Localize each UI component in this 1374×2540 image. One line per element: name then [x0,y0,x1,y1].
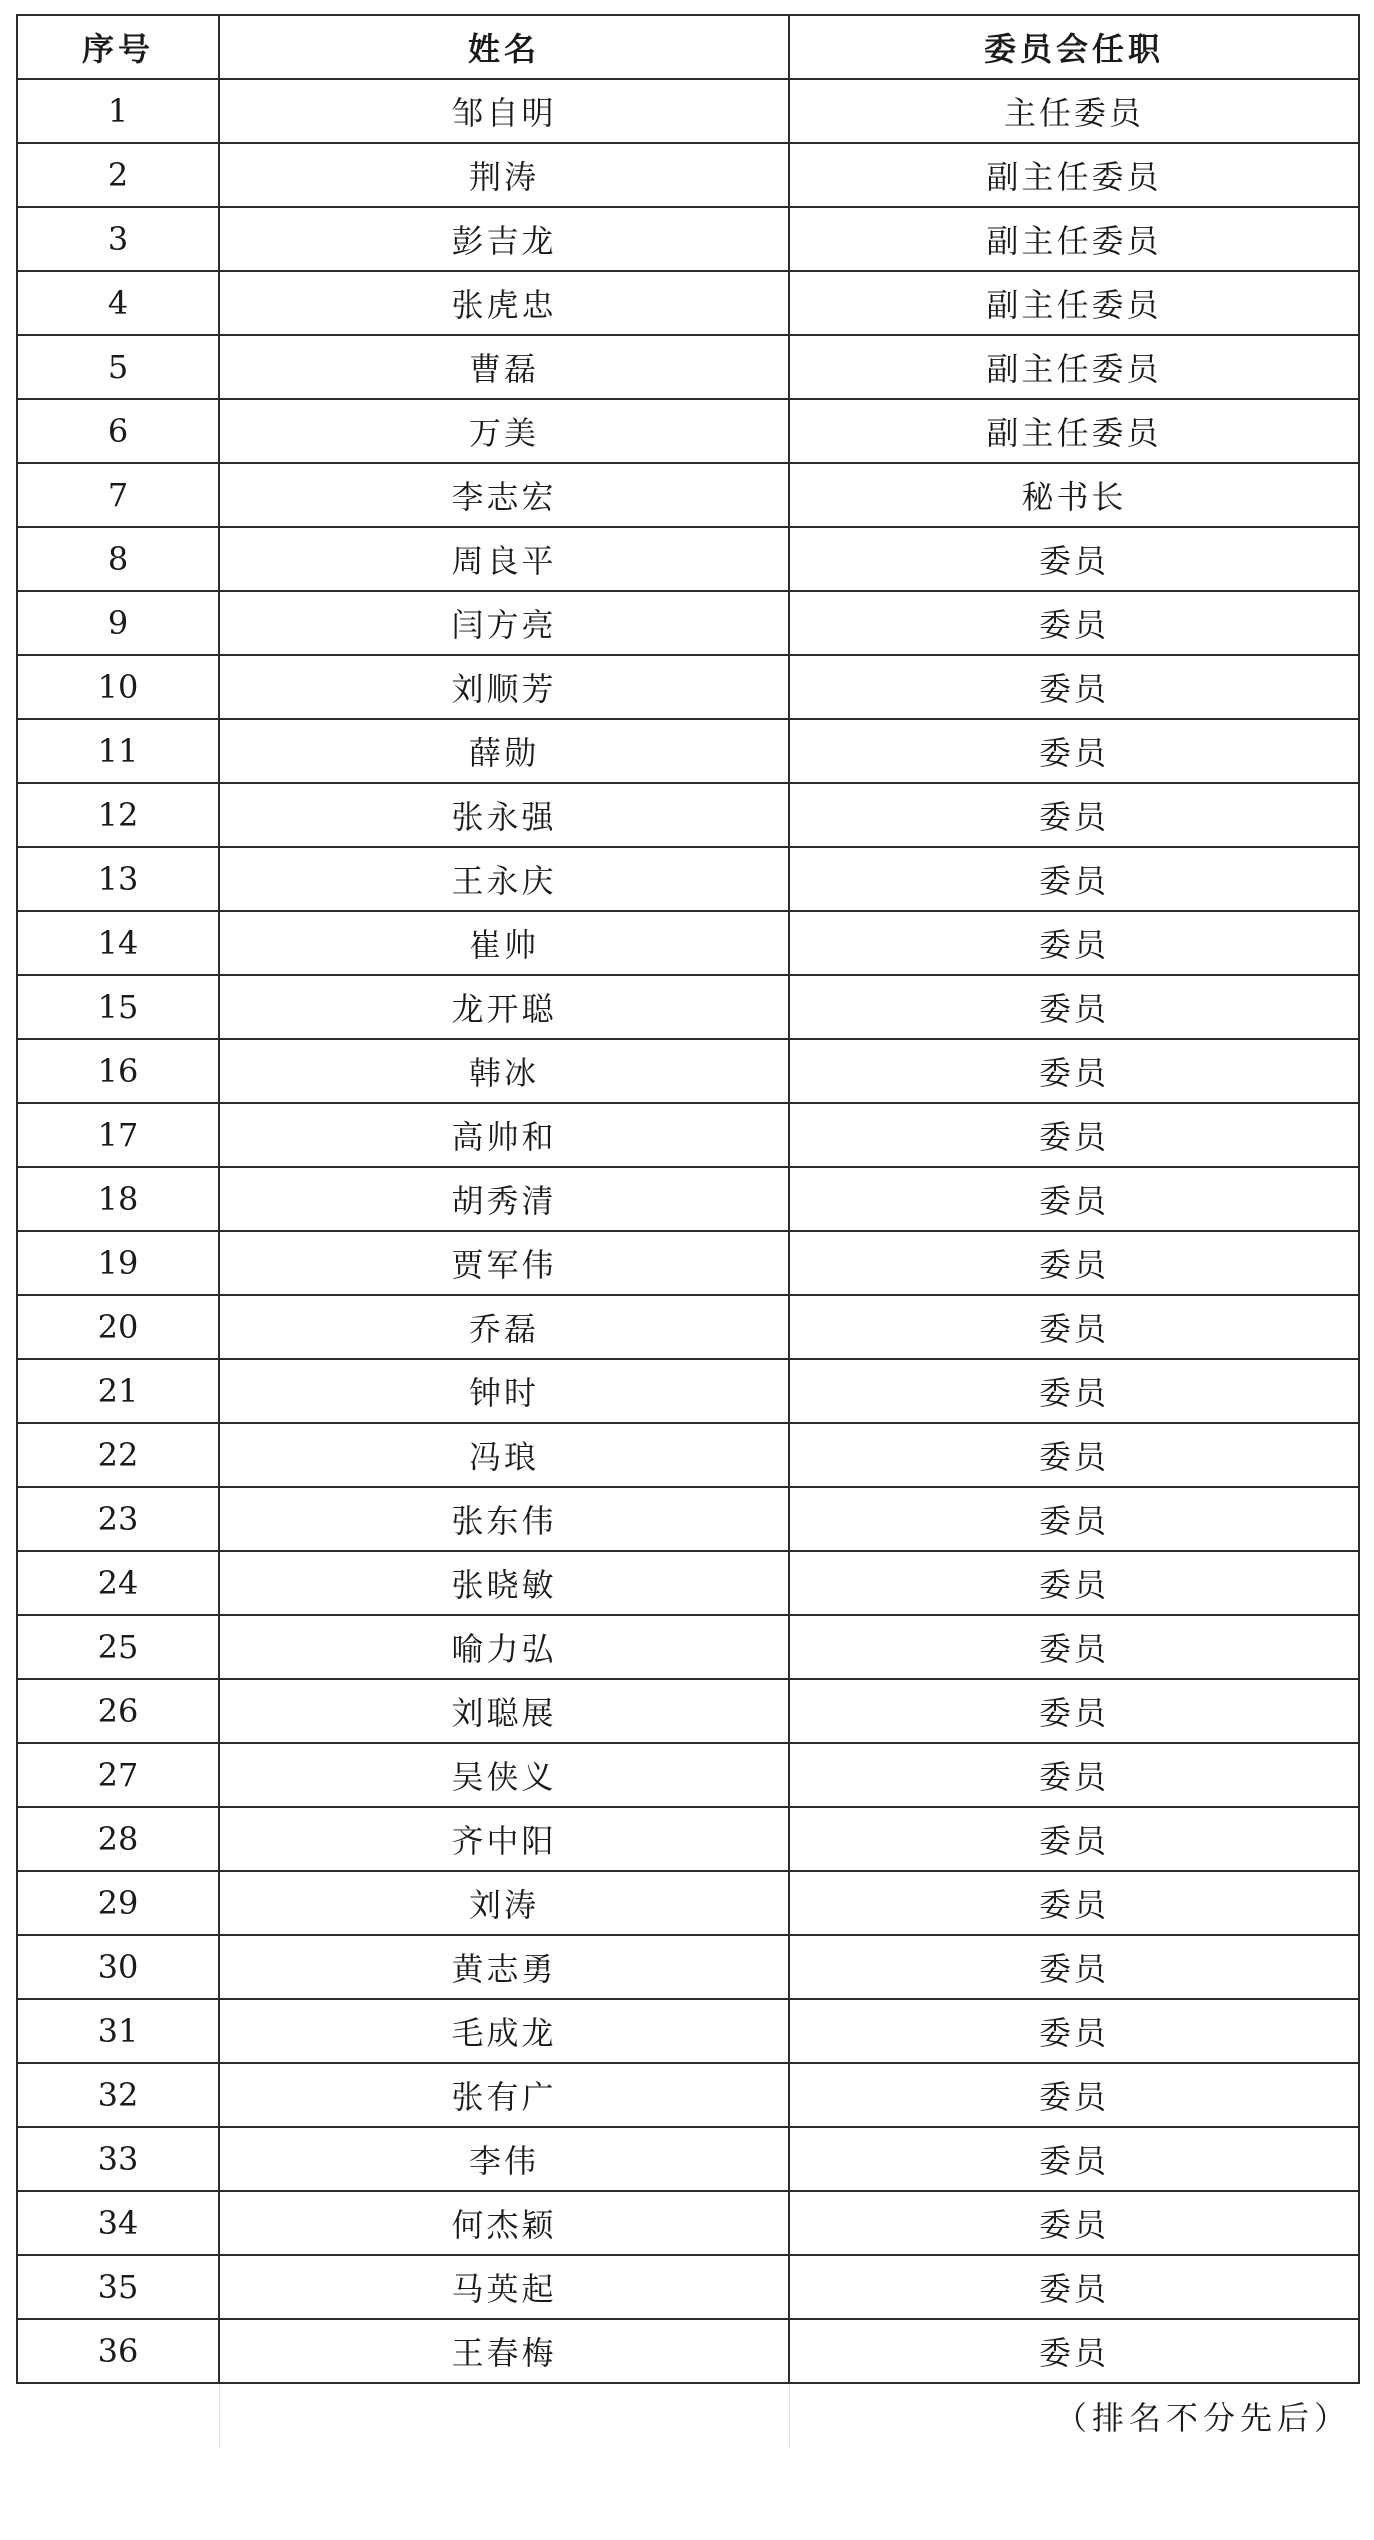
table-row [17,399,1359,463]
header-serial-number: 序号 [17,15,219,79]
serial-number-cell: 32 [17,2063,219,2127]
table-row [17,591,1359,655]
table-row [17,271,1359,335]
serial-number-cell: 28 [17,1807,219,1871]
committee-role-cell: 委员 [789,911,1359,975]
note-row [17,2383,1359,2448]
serial-number-cell: 26 [17,1679,219,1743]
serial-number-cell: 15 [17,975,219,1039]
member-name-cell: 冯琅 [219,1423,789,1487]
serial-number-cell: 29 [17,1871,219,1935]
table-row [17,847,1359,911]
table-row [17,1999,1359,2063]
committee-role-cell: 委员 [789,1551,1359,1615]
member-name-cell: 邹自明 [219,79,789,143]
committee-role-cell: 副主任委员 [789,207,1359,271]
committee-role-cell: 委员 [789,2127,1359,2191]
member-name-cell: 李伟 [219,2127,789,2191]
serial-number-cell: 11 [17,719,219,783]
committee-role-cell: 秘书长 [789,463,1359,527]
member-name-cell: 王春梅 [219,2319,789,2383]
serial-number-cell: 33 [17,2127,219,2191]
table-row [17,1039,1359,1103]
table-row [17,2255,1359,2319]
table-row [17,463,1359,527]
member-list-sheet [16,14,1358,2448]
serial-number-cell: 10 [17,655,219,719]
serial-number-cell: 6 [17,399,219,463]
member-name-cell: 薛勋 [219,719,789,783]
serial-number-cell: 31 [17,1999,219,2063]
table-row [17,1487,1359,1551]
note-spacer-cell [219,2383,789,2448]
committee-role-cell: 委员 [789,2063,1359,2127]
table-row [17,1551,1359,1615]
member-name-cell: 崔帅 [219,911,789,975]
serial-number-cell: 35 [17,2255,219,2319]
table-row [17,1679,1359,1743]
serial-number-cell: 8 [17,527,219,591]
member-name-cell: 彭吉龙 [219,207,789,271]
committee-role-cell: 委员 [789,719,1359,783]
member-name-cell: 荆涛 [219,143,789,207]
serial-number-cell: 9 [17,591,219,655]
committee-role-cell: 委员 [789,2255,1359,2319]
table-row [17,719,1359,783]
serial-number-cell: 23 [17,1487,219,1551]
table-row [17,335,1359,399]
serial-number-cell: 34 [17,2191,219,2255]
member-name-cell: 高帅和 [219,1103,789,1167]
serial-number-cell: 22 [17,1423,219,1487]
table-row [17,655,1359,719]
serial-number-cell: 16 [17,1039,219,1103]
table-row [17,911,1359,975]
table-row [17,207,1359,271]
serial-number-cell: 19 [17,1231,219,1295]
committee-role-cell: 委员 [789,591,1359,655]
table-row [17,1231,1359,1295]
header-committee-role: 委员会任职 [789,15,1359,79]
serial-number-cell: 17 [17,1103,219,1167]
serial-number-cell: 1 [17,79,219,143]
member-name-cell: 钟时 [219,1359,789,1423]
committee-role-cell: 委员 [789,1231,1359,1295]
committee-role-cell: 委员 [789,1807,1359,1871]
committee-role-cell: 委员 [789,1935,1359,1999]
table-row [17,1423,1359,1487]
serial-number-cell: 25 [17,1615,219,1679]
serial-number-cell: 36 [17,2319,219,2383]
table-row [17,1615,1359,1679]
table-row [17,1871,1359,1935]
member-name-cell: 毛成龙 [219,1999,789,2063]
member-name-cell: 乔磊 [219,1295,789,1359]
committee-role-cell: 副主任委员 [789,271,1359,335]
serial-number-cell: 12 [17,783,219,847]
committee-role-cell: 副主任委员 [789,335,1359,399]
table-row [17,2191,1359,2255]
serial-number-cell: 30 [17,1935,219,1999]
committee-role-cell: 委员 [789,1359,1359,1423]
member-name-cell: 黄志勇 [219,1935,789,1999]
member-name-cell: 刘涛 [219,1871,789,1935]
member-name-cell: 马英起 [219,2255,789,2319]
committee-member-table [16,14,1360,2448]
committee-role-cell: 委员 [789,1423,1359,1487]
committee-role-cell: 委员 [789,783,1359,847]
member-name-cell: 何杰颖 [219,2191,789,2255]
serial-number-cell: 3 [17,207,219,271]
table-row [17,143,1359,207]
member-rows [17,79,1359,2383]
table-header-row [17,15,1359,79]
member-name-cell: 李志宏 [219,463,789,527]
header-name: 姓名 [219,15,789,79]
note-spacer-cell [17,2383,219,2448]
committee-role-cell: 委员 [789,975,1359,1039]
committee-role-cell: 委员 [789,527,1359,591]
table-row [17,79,1359,143]
member-name-cell: 韩冰 [219,1039,789,1103]
table-row [17,1935,1359,1999]
member-name-cell: 万美 [219,399,789,463]
committee-role-cell: 委员 [789,2191,1359,2255]
serial-number-cell: 2 [17,143,219,207]
member-name-cell: 闫方亮 [219,591,789,655]
serial-number-cell: 27 [17,1743,219,1807]
serial-number-cell: 24 [17,1551,219,1615]
member-name-cell: 张虎忠 [219,271,789,335]
committee-role-cell: 委员 [789,655,1359,719]
committee-role-cell: 副主任委员 [789,399,1359,463]
committee-role-cell: 委员 [789,1679,1359,1743]
serial-number-cell: 20 [17,1295,219,1359]
table-row [17,1295,1359,1359]
serial-number-cell: 14 [17,911,219,975]
committee-role-cell: 委员 [789,1167,1359,1231]
member-name-cell: 刘聪展 [219,1679,789,1743]
serial-number-cell: 5 [17,335,219,399]
committee-role-cell: 委员 [789,1743,1359,1807]
table-row [17,527,1359,591]
member-name-cell: 龙开聪 [219,975,789,1039]
table-row [17,2127,1359,2191]
committee-role-cell: 委员 [789,1999,1359,2063]
committee-role-cell: 委员 [789,1295,1359,1359]
member-name-cell: 胡秀清 [219,1167,789,1231]
member-name-cell: 曹磊 [219,335,789,399]
member-name-cell: 齐中阳 [219,1807,789,1871]
serial-number-cell: 18 [17,1167,219,1231]
table-row [17,1743,1359,1807]
serial-number-cell: 13 [17,847,219,911]
table-row [17,1359,1359,1423]
table-row [17,2319,1359,2383]
table-row [17,1167,1359,1231]
committee-role-cell: 委员 [789,1039,1359,1103]
serial-number-cell: 7 [17,463,219,527]
ranking-note: （排名不分先后） [789,2383,1359,2448]
committee-role-cell: 委员 [789,847,1359,911]
table-row [17,1807,1359,1871]
table-row [17,1103,1359,1167]
serial-number-cell: 4 [17,271,219,335]
committee-role-cell: 委员 [789,2319,1359,2383]
committee-role-cell: 委员 [789,1615,1359,1679]
committee-role-cell: 委员 [789,1487,1359,1551]
member-name-cell: 吴侠义 [219,1743,789,1807]
committee-role-cell: 委员 [789,1871,1359,1935]
committee-role-cell: 副主任委员 [789,143,1359,207]
member-name-cell: 张有广 [219,2063,789,2127]
member-name-cell: 刘顺芳 [219,655,789,719]
table-row [17,2063,1359,2127]
table-row [17,975,1359,1039]
table-row [17,783,1359,847]
committee-role-cell: 主任委员 [789,79,1359,143]
member-name-cell: 喻力弘 [219,1615,789,1679]
committee-role-cell: 委员 [789,1103,1359,1167]
member-name-cell: 张永强 [219,783,789,847]
member-name-cell: 周良平 [219,527,789,591]
member-name-cell: 王永庆 [219,847,789,911]
member-name-cell: 张东伟 [219,1487,789,1551]
member-name-cell: 张晓敏 [219,1551,789,1615]
member-name-cell: 贾军伟 [219,1231,789,1295]
serial-number-cell: 21 [17,1359,219,1423]
